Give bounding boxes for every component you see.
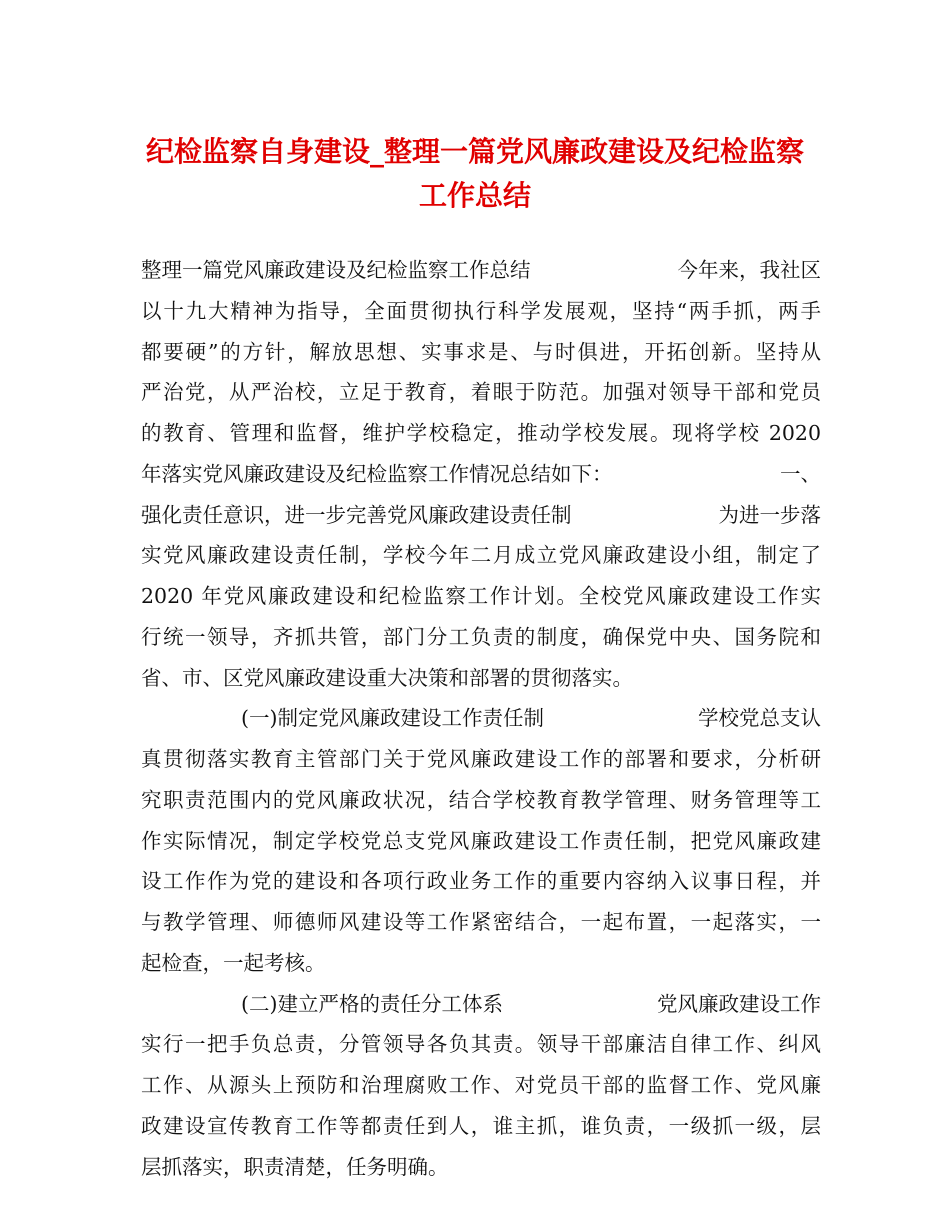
paragraph-line xyxy=(141,658,821,698)
line-text: 整理一篇党风廉政建设及纪检监察工作总结 xyxy=(141,258,531,282)
paragraph-line xyxy=(141,943,821,983)
paragraph-line: 政建设宣传教育工作等都责任到人，谁主抓，谁负责，一级抓一级，层 xyxy=(141,1113,821,1138)
line-text-continuation: 党风廉政建设工作 xyxy=(657,991,821,1016)
line-text: 层抓落实，职责清楚，任务明确。 xyxy=(141,1154,449,1179)
section-heading: (一)制定党风廉政建设工作责任制 xyxy=(241,706,544,731)
line-text: 强化责任意识，进一步完善党风廉政建设责任制 xyxy=(141,502,572,527)
paragraph-line: 以十九大精神为指导，全面贯彻执行科学发展观，坚持“两手抓，两手 xyxy=(141,298,821,323)
document-title-line-1: 纪检监察自身建设_整理一篇党风廉政建设及纪检监察 xyxy=(145,135,804,168)
paragraph-line xyxy=(141,984,821,1024)
paragraph-line: 与教学管理、师德师风建设等工作紧密结合，一起布置，一起落实，一 xyxy=(141,910,821,934)
paragraph-line: 究职责范围内的党风廉政状况，结合学校教育教学管理、财务管理等工 xyxy=(141,787,821,812)
paragraph-line: 工作、从源头上预防和治理腐败工作、对党员干部的监督工作、党风廉 xyxy=(141,1073,821,1097)
line-text: 起检查，一起考核。 xyxy=(141,950,326,975)
section-heading: (二)建立严格的责任分工体系 xyxy=(241,991,503,1016)
paragraph-line: 2020 年党风廉政建设和纪检监察工作计划。全校党风廉政建设工作实 xyxy=(141,584,821,608)
paragraph-line xyxy=(141,250,821,290)
paragraph-line: 设工作作为党的建设和各项行政业务工作的重要内容纳入议事日程，并 xyxy=(141,869,821,894)
line-text: 省、市、区党风廉政建设重大决策和部署的贯彻落实。 xyxy=(141,665,633,690)
paragraph-line: 的教育、管理和监督，维护学校稳定，推动学校发展。现将学校 2020 xyxy=(141,421,821,445)
paragraph-line xyxy=(141,495,821,535)
paragraph-line: 实行一把手负总责，分管领导各负其责。领导干部廉洁自律工作、纠风 xyxy=(141,1032,821,1057)
line-text-continuation: 学校党总支认 xyxy=(698,706,821,731)
paragraph-line: 真贯彻落实教育主管部门关于党风廉政建设工作的部署和要求，分析研 xyxy=(141,747,821,771)
line-text-continuation: 为进一步落 xyxy=(718,502,821,527)
paragraph-line xyxy=(141,454,821,494)
line-text-continuation: 今年来，我社区 xyxy=(677,258,821,282)
paragraph-line: 严治党，从严治校，立足于教育，着眼于防范。加强对领导干部和党员 xyxy=(141,380,821,405)
line-text: 年落实党风廉政建设及纪检监察工作情况总结如下： xyxy=(141,461,613,486)
paragraph-line: 作实际情况，制定学校党总支党风廉政建设工作责任制，把党风廉政建 xyxy=(141,828,821,853)
line-text-continuation: 一、 xyxy=(780,461,821,486)
paragraph-line xyxy=(141,1147,821,1187)
document-title-line-2: 工作总结 xyxy=(418,179,531,212)
paragraph-line: 都要硬”的方针，解放思想、实事求是、与时俱进，开拓创新。坚持从 xyxy=(141,339,821,364)
paragraph-line: 行统一领导，齐抓共管，部门分工负责的制度，确保党中央、国务院和 xyxy=(141,624,821,649)
paragraph-line xyxy=(141,698,821,738)
paragraph-line: 实党风廉政建设责任制，学校今年二月成立党风廉政建设小组，制定了 xyxy=(141,543,821,568)
